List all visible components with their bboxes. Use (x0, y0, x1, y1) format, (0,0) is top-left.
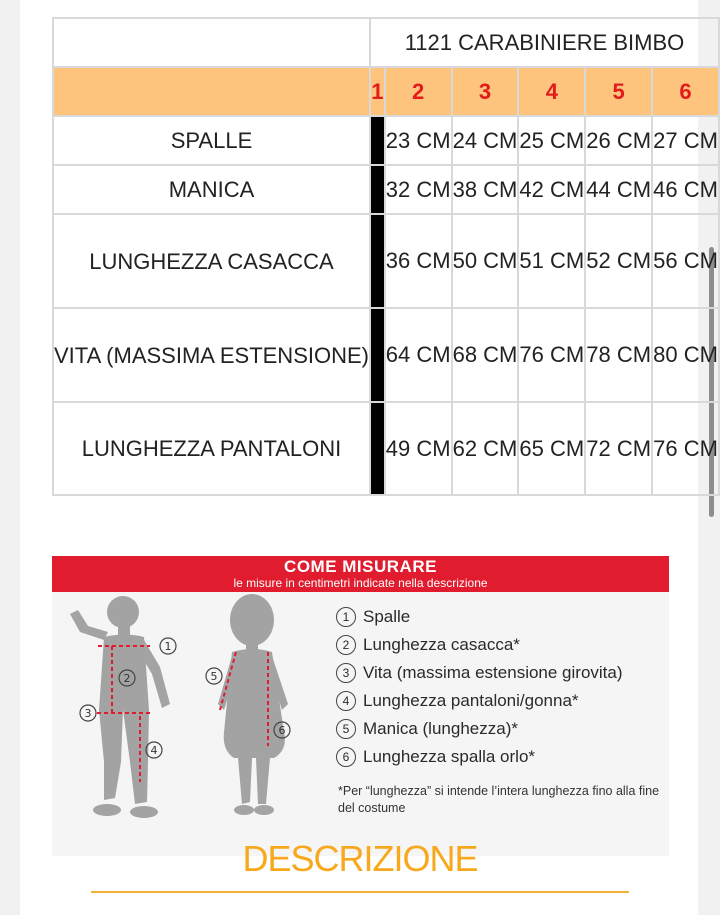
table-cell: 38 CM (452, 165, 519, 214)
table-cell: 25 CM (518, 116, 585, 165)
section-underline (91, 891, 629, 893)
marker-number: 2 (123, 672, 131, 685)
marker-number: 5 (210, 670, 218, 683)
legend-item (336, 715, 623, 743)
table-cell: 26 CM (585, 116, 652, 165)
table-row (53, 308, 719, 402)
table-cell: 76 CM (518, 308, 585, 402)
table-corner-cell (53, 18, 370, 67)
table-cell: 46 CM (652, 165, 719, 214)
table-cell: 44 CM (585, 165, 652, 214)
marker-number: 1 (164, 640, 172, 653)
size-header: 1 (370, 67, 385, 116)
size-header: 2 (385, 67, 452, 116)
product-title: 1121 CARABINIERE BIMBO (370, 18, 719, 67)
table-cell-empty (370, 308, 385, 402)
legend-text: Manica (lunghezza)* (363, 719, 518, 738)
legend-item (336, 659, 623, 687)
legend-item (336, 743, 623, 771)
table-cell: 72 CM (585, 402, 652, 495)
table-cell: 76 CM (652, 402, 719, 495)
legend-item (336, 687, 623, 715)
table-cell-empty (370, 116, 385, 165)
row-label: LUNGHEZZA PANTALONI (53, 402, 370, 495)
size-header: 3 (452, 67, 519, 116)
measure-legend (336, 603, 623, 771)
table-row (53, 116, 719, 165)
legend-text: Lunghezza spalla orlo* (363, 747, 536, 766)
size-chart-table (52, 17, 720, 496)
table-cell-empty (370, 214, 385, 308)
marker-number: 3 (84, 707, 92, 720)
measure-guide-title: COME MISURARE (284, 557, 437, 576)
size-header-blank (53, 67, 370, 116)
page-left-margin (0, 0, 20, 915)
legend-text: Lunghezza casacca* (363, 635, 520, 654)
table-row (53, 165, 719, 214)
table-cell: 51 CM (518, 214, 585, 308)
table-cell-empty (370, 165, 385, 214)
table-cell: 68 CM (452, 308, 519, 402)
legend-text: Spalle (363, 607, 411, 626)
row-label: VITA (MASSIMA ESTENSIONE) (53, 308, 370, 402)
measure-note: *Per “lunghezza” si intende l’intera lunghezza fino alla fine del costume (338, 784, 660, 815)
table-cell: 27 CM (652, 116, 719, 165)
table-row (53, 402, 719, 495)
size-header: 5 (585, 67, 652, 116)
table-cell: 56 CM (652, 214, 719, 308)
measure-guide-subtitle: le misure in centimetri indicate nella descrizione (233, 576, 488, 590)
row-label: SPALLE (53, 116, 370, 165)
legend-number: 2 (336, 635, 356, 655)
legend-number: 5 (336, 719, 356, 739)
table-cell: 23 CM (385, 116, 452, 165)
legend-item (336, 631, 623, 659)
table-cell: 36 CM (385, 214, 452, 308)
table-cell: 42 CM (518, 165, 585, 214)
table-cell: 62 CM (452, 402, 519, 495)
row-label: MANICA (53, 165, 370, 214)
size-header: 4 (518, 67, 585, 116)
table-cell-empty (370, 402, 385, 495)
legend-number: 4 (336, 691, 356, 711)
table-cell: 24 CM (452, 116, 519, 165)
legend-item (336, 603, 623, 631)
legend-number: 1 (336, 607, 356, 627)
measure-guide-banner (52, 556, 669, 592)
size-header: 6 (652, 67, 719, 116)
child-silhouettes-illustration (52, 592, 332, 832)
table-cell: 64 CM (385, 308, 452, 402)
legend-text: Lunghezza pantaloni/gonna* (363, 691, 579, 710)
row-label: LUNGHEZZA CASACCA (53, 214, 370, 308)
marker-number: 4 (150, 744, 158, 757)
table-cell: 65 CM (518, 402, 585, 495)
legend-number: 6 (336, 747, 356, 767)
table-cell: 80 CM (652, 308, 719, 402)
table-cell: 78 CM (585, 308, 652, 402)
girl-silhouette (218, 594, 288, 815)
marker-number: 6 (278, 724, 286, 737)
section-title-descrizione: DESCRIZIONE (242, 838, 478, 879)
table-cell: 32 CM (385, 165, 452, 214)
table-cell: 50 CM (452, 214, 519, 308)
table-cell: 49 CM (385, 402, 452, 495)
legend-number: 3 (336, 663, 356, 683)
table-cell: 52 CM (585, 214, 652, 308)
legend-text: Vita (massima estensione girovita) (363, 663, 623, 682)
table-row (53, 214, 719, 308)
